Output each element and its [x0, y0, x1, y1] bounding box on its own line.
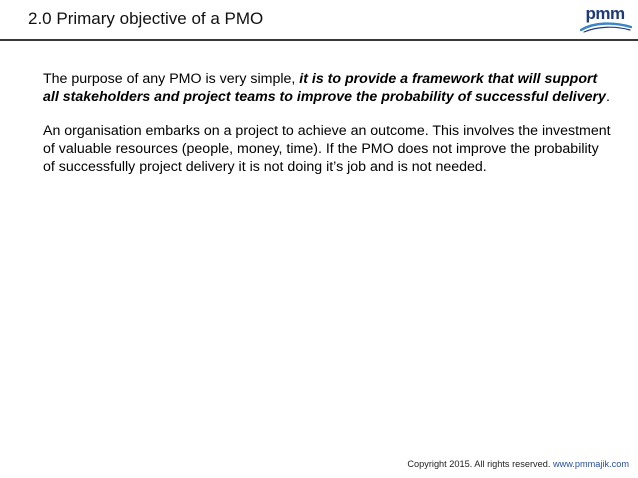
copyright-text: Copyright 2015. All rights reserved.: [407, 459, 553, 469]
slide-body: [43, 70, 613, 192]
investment-paragraph: An organisation embarks on a project to achieve an outcome. This involves the investment of valuable resources (people, money, time). If the PMO does not improve the probability of successfully project delivery it is not doing it’s job and is not needed.: [43, 123, 611, 175]
purpose-lead: The purpose of any PMO is very simple,: [43, 71, 300, 87]
purpose-tail: .: [605, 89, 610, 105]
website-link[interactable]: www.pmmajik.com: [552, 459, 629, 469]
purpose-emphasis: it is to provide a framework that will support all stakeholders and project teams to improve the probability of successful delivery: [43, 71, 606, 105]
slide-title: 2.0 Primary objective of a PMO: [28, 9, 264, 28]
purpose-paragraph: [43, 70, 613, 106]
logo-text: pmm: [585, 4, 625, 23]
logo-swoosh-icon: [580, 21, 632, 33]
slide-header: [0, 0, 638, 40]
pmm-logo: [578, 5, 632, 35]
footer: [407, 459, 629, 469]
header-divider: [0, 39, 638, 41]
